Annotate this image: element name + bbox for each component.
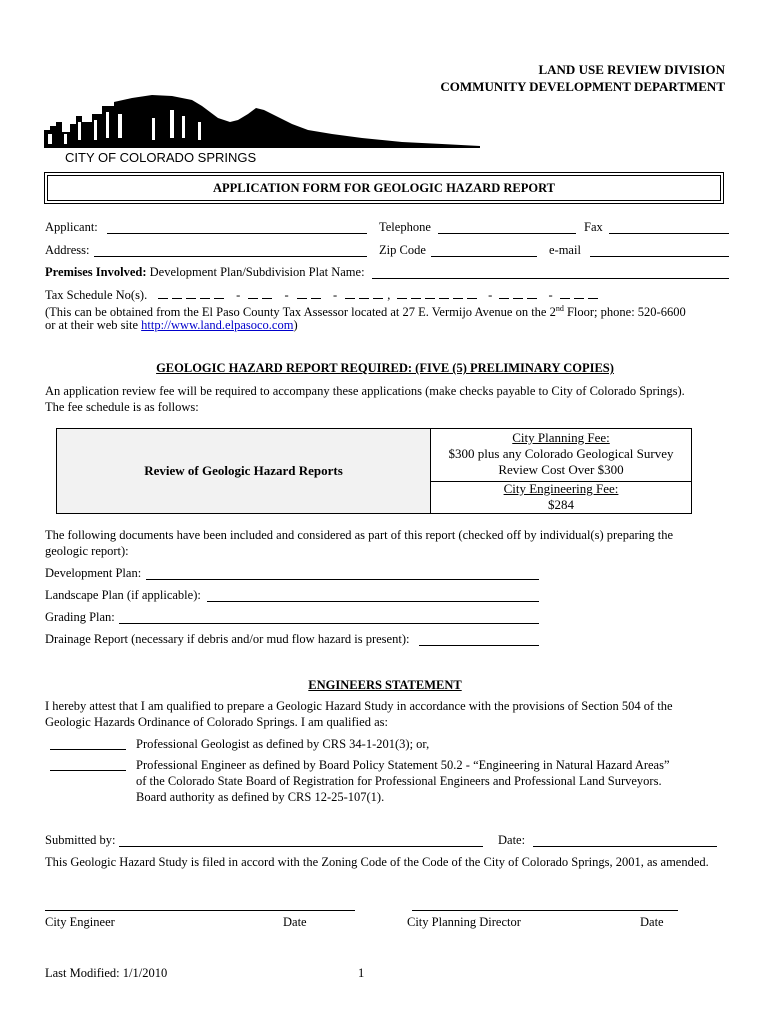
documents-intro-line-2: geologic report): bbox=[45, 544, 129, 558]
fax-label: Fax bbox=[584, 220, 603, 234]
engineers-statement-heading: ENGINEERS STATEMENT bbox=[308, 678, 462, 692]
applicant-label: Applicant: bbox=[45, 220, 98, 234]
address-label: Address: bbox=[45, 243, 90, 257]
submission-date-label: Date: bbox=[498, 833, 526, 847]
engineer-checkbox-line[interactable] bbox=[50, 770, 126, 771]
form-title: APPLICATION FORM FOR GEOLOGIC HAZARD REPORT bbox=[47, 175, 721, 201]
fee-service-name: Review of Geologic Hazard Reports bbox=[57, 429, 431, 513]
page-number: 1 bbox=[358, 966, 365, 980]
planning-director-date-label: Date bbox=[640, 915, 664, 929]
development-plan-label: Development Plan: bbox=[45, 566, 142, 580]
development-plan-field[interactable] bbox=[146, 579, 539, 580]
telephone-label: Telephone bbox=[379, 220, 431, 234]
engineering-fee-label: City Engineering Fee: bbox=[503, 481, 619, 496]
submitted-by-field[interactable] bbox=[119, 846, 483, 847]
fee-intro-line-2: The fee schedule is as follows: bbox=[45, 400, 199, 414]
header-division: LAND USE REVIEW DIVISION bbox=[538, 62, 725, 77]
option-engineer-line-2: of the Colorado State Board of Registration for Professional Engineers and Professional Land Surveyors. bbox=[136, 774, 662, 788]
planning-fee-amount: $300 plus any Colorado Geological Survey bbox=[448, 446, 674, 461]
fax-field[interactable] bbox=[609, 233, 729, 234]
report-required-heading: GEOLOGIC HAZARD REPORT REQUIRED: (FIVE (5) PRELIMINARY COPIES) bbox=[156, 361, 614, 375]
tax-note-line-2: or at their web site http://www.land.elpasoco.com) bbox=[45, 318, 298, 332]
geologist-checkbox-line[interactable] bbox=[50, 749, 126, 750]
tax-schedule-field-1[interactable]: - - - , bbox=[158, 288, 390, 303]
drainage-report-field[interactable] bbox=[419, 645, 539, 646]
drainage-report-label: Drainage Report (necessary if debris and/or mud flow hazard is present): bbox=[45, 632, 410, 646]
email-label: e-mail bbox=[549, 243, 581, 257]
option-geologist: Professional Geologist as defined by CRS 34-1-201(3); or, bbox=[136, 737, 430, 751]
premises-involved bbox=[45, 265, 365, 280]
tax-schedule-label: Tax Schedule No(s). bbox=[45, 288, 148, 302]
planning-director-label: City Planning Director bbox=[407, 915, 521, 929]
assessor-website-link[interactable]: http://www.land.elpasoco.com bbox=[141, 318, 294, 332]
last-modified: Last Modified: 1/1/2010 bbox=[45, 966, 168, 980]
email-field[interactable] bbox=[590, 256, 729, 257]
fee-table bbox=[56, 428, 692, 514]
header-department: COMMUNITY DEVELOPMENT DEPARTMENT bbox=[440, 79, 725, 94]
landscape-plan-label: Landscape Plan (if applicable): bbox=[45, 588, 201, 602]
planning-fee-label: City Planning Fee: bbox=[512, 430, 610, 445]
engineers-statement-para-2: Geologic Hazards Ordinance of Colorado Springs. I am qualified as: bbox=[45, 715, 388, 729]
applicant-field[interactable] bbox=[107, 233, 367, 234]
telephone-field[interactable] bbox=[438, 233, 576, 234]
submitted-by-label: Submitted by: bbox=[45, 833, 116, 847]
grading-plan-label: Grading Plan: bbox=[45, 610, 115, 624]
engineers-statement-para-1: I hereby attest that I am qualified to prepare a Geologic Hazard Study in accordance with the provisions of Section 504 of the bbox=[45, 699, 673, 713]
documents-intro-line-1: The following documents have been included and considered as part of this report (checked off by individual(s) preparing the bbox=[45, 528, 674, 542]
engineering-fee-amount: $284 bbox=[548, 497, 574, 512]
city-engineer-date-label: Date bbox=[283, 915, 307, 929]
tax-note-line-1: (This can be obtained from the El Paso County Tax Assessor located at 27 E. Vermijo Avenue on the 2nd Floor; phone: 520-6600 bbox=[45, 304, 686, 320]
form-title-box bbox=[44, 172, 724, 204]
engineering-fee-cell bbox=[431, 481, 691, 513]
grading-plan-field[interactable] bbox=[119, 623, 539, 624]
plan-name-field[interactable] bbox=[372, 278, 729, 279]
landscape-plan-field[interactable] bbox=[207, 601, 539, 602]
tax-schedule-field-2[interactable]: - - bbox=[397, 288, 602, 303]
logo-text: CITY OF COLORADO SPRINGS bbox=[65, 150, 257, 165]
zip-code-label: Zip Code bbox=[379, 243, 426, 257]
city-engineer-signature-line[interactable] bbox=[45, 910, 355, 911]
planning-fee-cell bbox=[431, 429, 691, 482]
option-engineer-line-3: Board authority as defined by CRS 12-25-107(1). bbox=[136, 790, 385, 804]
planning-fee-note: Review Cost Over $300 bbox=[498, 462, 624, 477]
city-skyline-logo bbox=[42, 92, 482, 150]
submission-date-field[interactable] bbox=[533, 846, 717, 847]
premises-plan-name-label: Development Plan/Subdivision Plat Name: bbox=[149, 265, 365, 279]
premises-label: Premises Involved: bbox=[45, 265, 147, 279]
address-field[interactable] bbox=[94, 256, 367, 257]
filed-statement: This Geologic Hazard Study is filed in accord with the Zoning Code of the Code of the City of Colorado Springs, 2001, as amended. bbox=[45, 855, 709, 869]
city-engineer-label: City Engineer bbox=[45, 915, 115, 929]
zip-code-field[interactable] bbox=[431, 256, 537, 257]
planning-director-signature-line[interactable] bbox=[412, 910, 678, 911]
fee-intro-line-1: An application review fee will be required to accompany these applications (make checks payable to City of Colorado Springs). bbox=[45, 384, 685, 398]
option-engineer-line-1: Professional Engineer as defined by Board Policy Statement 50.2 - “Engineering in Natural Hazard Areas” bbox=[136, 758, 670, 772]
